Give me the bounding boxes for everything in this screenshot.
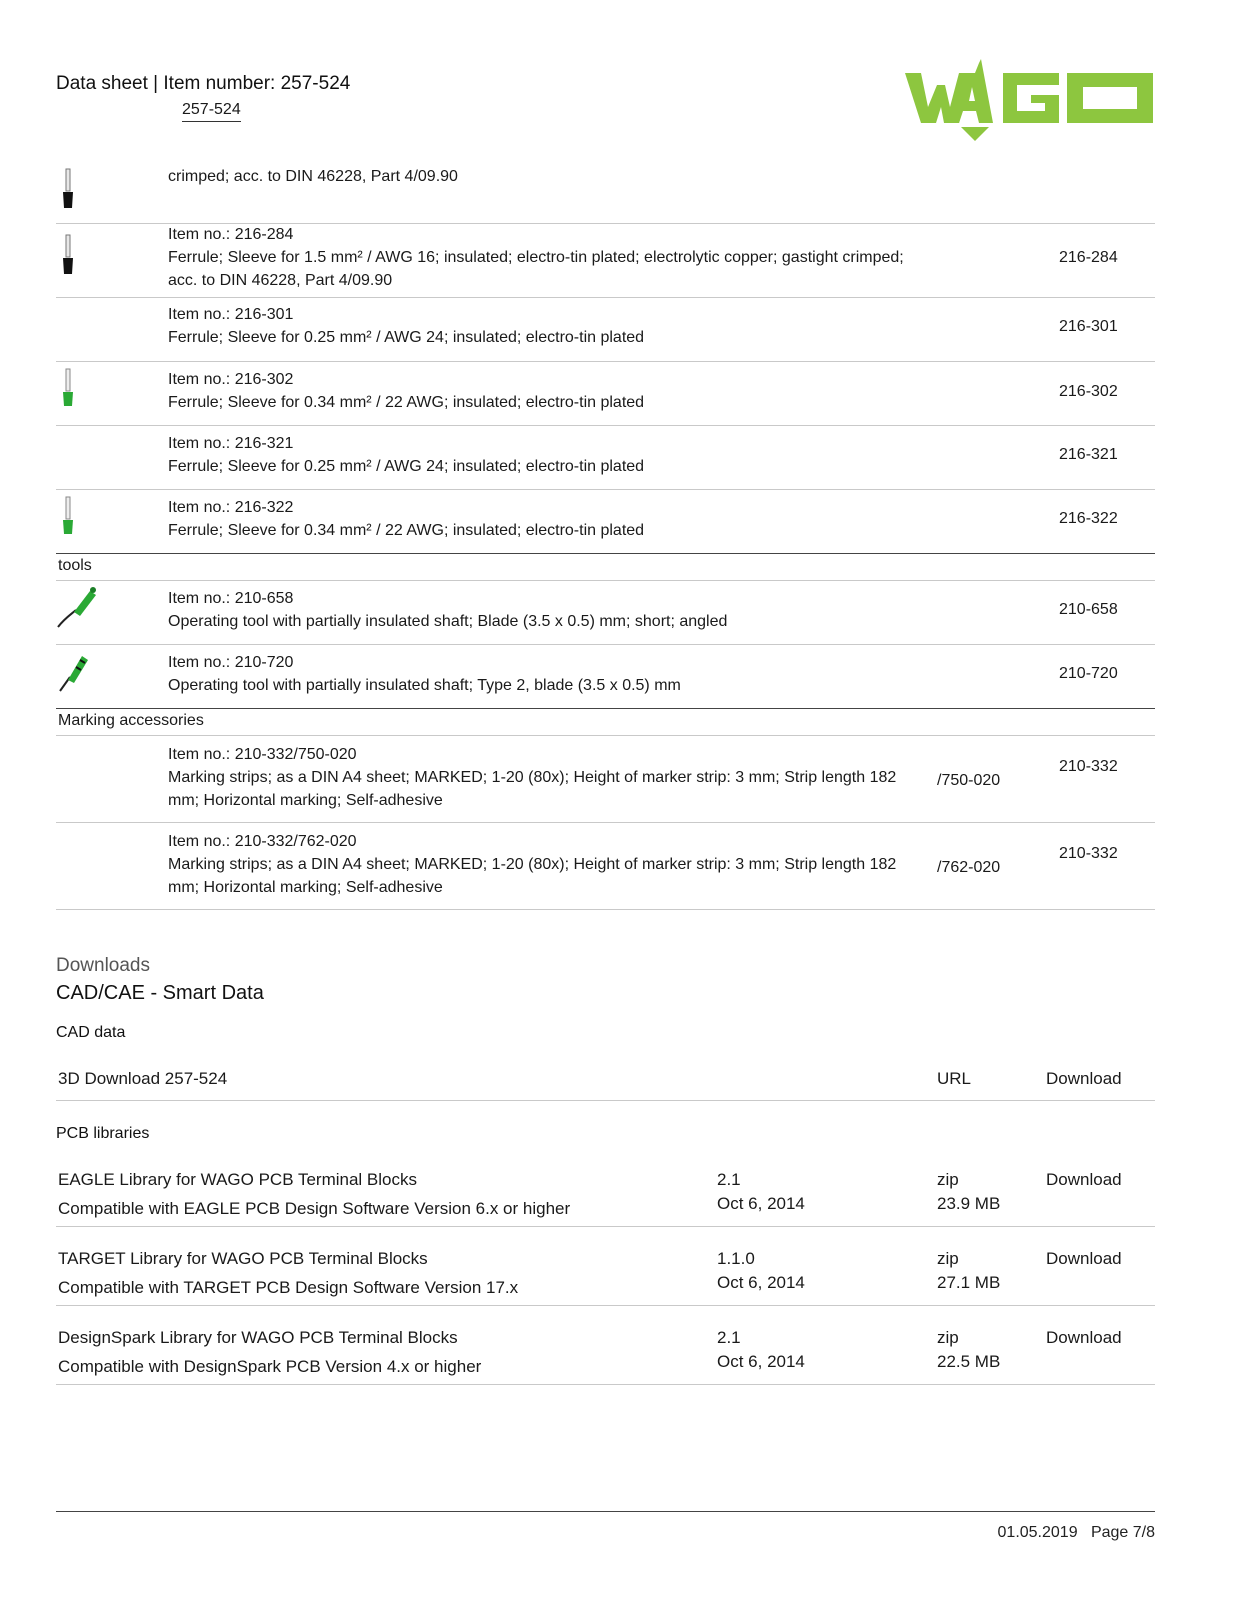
item-description: Ferrule; Sleeve for 0.25 mm² / AWG 24; insulated; electro-tin plated [168,329,645,346]
item-description: Ferrule; Sleeve for 0.34 mm² / 22 AWG; insulated; electro-tin plated [168,522,645,539]
list-item [168,432,918,478]
ferrule-green-icon [60,496,76,538]
download-format: zip [937,1170,959,1189]
item-number: Item no.: 210-658 [168,590,294,607]
download-size: 27.1 MB [937,1273,1001,1292]
section-label-tools: tools [58,557,92,574]
item-description: Operating tool with partially insulated shaft; Type 2, blade (3.5 x 0.5) mm [168,677,681,694]
item-code-continuation: /762-020 [937,859,1001,876]
download-name: TARGET Library for WAGO PCB Terminal Blocks [58,1249,428,1268]
item-code: 210-720 [1059,665,1118,682]
item-description: Ferrule; Sleeve for 1.5 mm² / AWG 16; insulated; electro-tin plated; electrolytic copper; gastight crimped; acc. to DIN 46228, Part 4/09.90 [168,249,904,289]
list-item [168,223,918,292]
download-description: Compatible with TARGET PCB Design Software Version 17.x [58,1278,519,1297]
screwdriver-icon [56,650,92,694]
footer-date: 01.05.2019 [997,1524,1078,1541]
list-item [168,651,918,697]
item-number: Item no.: 216-322 [168,499,294,516]
download-version: 2.1 [717,1328,741,1347]
download-date: Oct 6, 2014 [717,1273,805,1292]
list-item [168,303,918,349]
list-item [168,496,918,542]
list-item [168,830,918,899]
list-item [168,587,918,633]
item-code: 216-284 [1059,249,1118,266]
item-number: Item no.: 210-332/762-020 [168,833,357,850]
item-code: 216-302 [1059,383,1118,400]
list-item [168,743,918,812]
item-code: 210-332 [1059,845,1118,862]
item-description: Marking strips; as a DIN A4 sheet; MARKED; 1-20 (80x); Height of marker strip: 3 mm; Strip length 182 mm; Horizontal marking; Self-adhesive [168,769,897,809]
download-date: Oct 6, 2014 [717,1194,805,1213]
download-name: EAGLE Library for WAGO PCB Terminal Blocks [58,1170,417,1189]
downloads-heading: Downloads [56,955,150,976]
download-format: zip [937,1328,959,1347]
pcb-libraries-label: PCB libraries [56,1125,150,1142]
item-number: Item no.: 216-284 [168,226,294,243]
download-link[interactable]: Download [1046,1170,1122,1189]
item-code: 216-301 [1059,318,1118,335]
download-description: Compatible with DesignSpark PCB Version 4.x or higher [58,1357,482,1376]
item-code: 216-321 [1059,446,1118,463]
download-name: 3D Download 257-524 [58,1069,228,1088]
item-code: 216-322 [1059,510,1118,527]
download-date: Oct 6, 2014 [717,1352,805,1371]
download-size: 22.5 MB [937,1352,1001,1371]
download-link[interactable]: Download [1046,1328,1122,1347]
item-number: Item no.: 216-302 [168,371,294,388]
item-number: Item no.: 210-720 [168,654,294,671]
item-number: Item no.: 210-332/750-020 [168,746,357,763]
download-format: zip [937,1249,959,1268]
item-number: Item no.: 216-321 [168,435,294,452]
list-item [168,368,918,414]
download-size: 23.9 MB [937,1194,1001,1213]
download-version: 2.1 [717,1170,741,1189]
item-number: Item no.: 216-301 [168,306,294,323]
item-code-continuation: /750-020 [937,772,1001,789]
downloads-subheading: CAD/CAE - Smart Data [56,982,264,1004]
item-code: 210-658 [1059,601,1118,618]
download-description: Compatible with EAGLE PCB Design Software Version 6.x or higher [58,1199,571,1218]
download-link[interactable]: Download [1046,1069,1122,1088]
ferrule-green-icon [60,368,76,410]
item-description: Operating tool with partially insulated shaft; Blade (3.5 x 0.5) mm; short; angled [168,613,728,630]
download-link[interactable]: Download [1046,1249,1122,1268]
item-description: Ferrule; Sleeve for 0.34 mm² / 22 AWG; insulated; electro-tin plated [168,394,645,411]
ferrule-black-icon [60,168,76,212]
page-number: Page 7/8 [1090,1524,1155,1541]
angled-screwdriver-icon [56,585,100,631]
wago-logo [903,57,1155,141]
cad-data-label: CAD data [56,1024,126,1041]
item-number-link[interactable]: 257-524 [182,100,241,122]
accessory-description: crimped; acc. to DIN 46228, Part 4/09.90 [168,168,458,185]
item-description: Ferrule; Sleeve for 0.25 mm² / AWG 24; insulated; electro-tin plated [168,458,645,475]
page-footer [998,1522,1155,1544]
ferrule-black-icon [60,234,76,278]
document-title: Data sheet | Item number: 257-524 [56,73,351,94]
download-version: 1.1.0 [717,1249,755,1268]
download-name: DesignSpark Library for WAGO PCB Terminal Blocks [58,1328,458,1347]
download-type: URL [937,1069,972,1088]
item-description: Marking strips; as a DIN A4 sheet; MARKED; 1-20 (80x); Height of marker strip: 3 mm; Strip length 182 mm; Horizontal marking; Self-adhesive [168,856,897,896]
item-code: 210-332 [1059,758,1118,775]
section-label-marking: Marking accessories [58,712,204,729]
